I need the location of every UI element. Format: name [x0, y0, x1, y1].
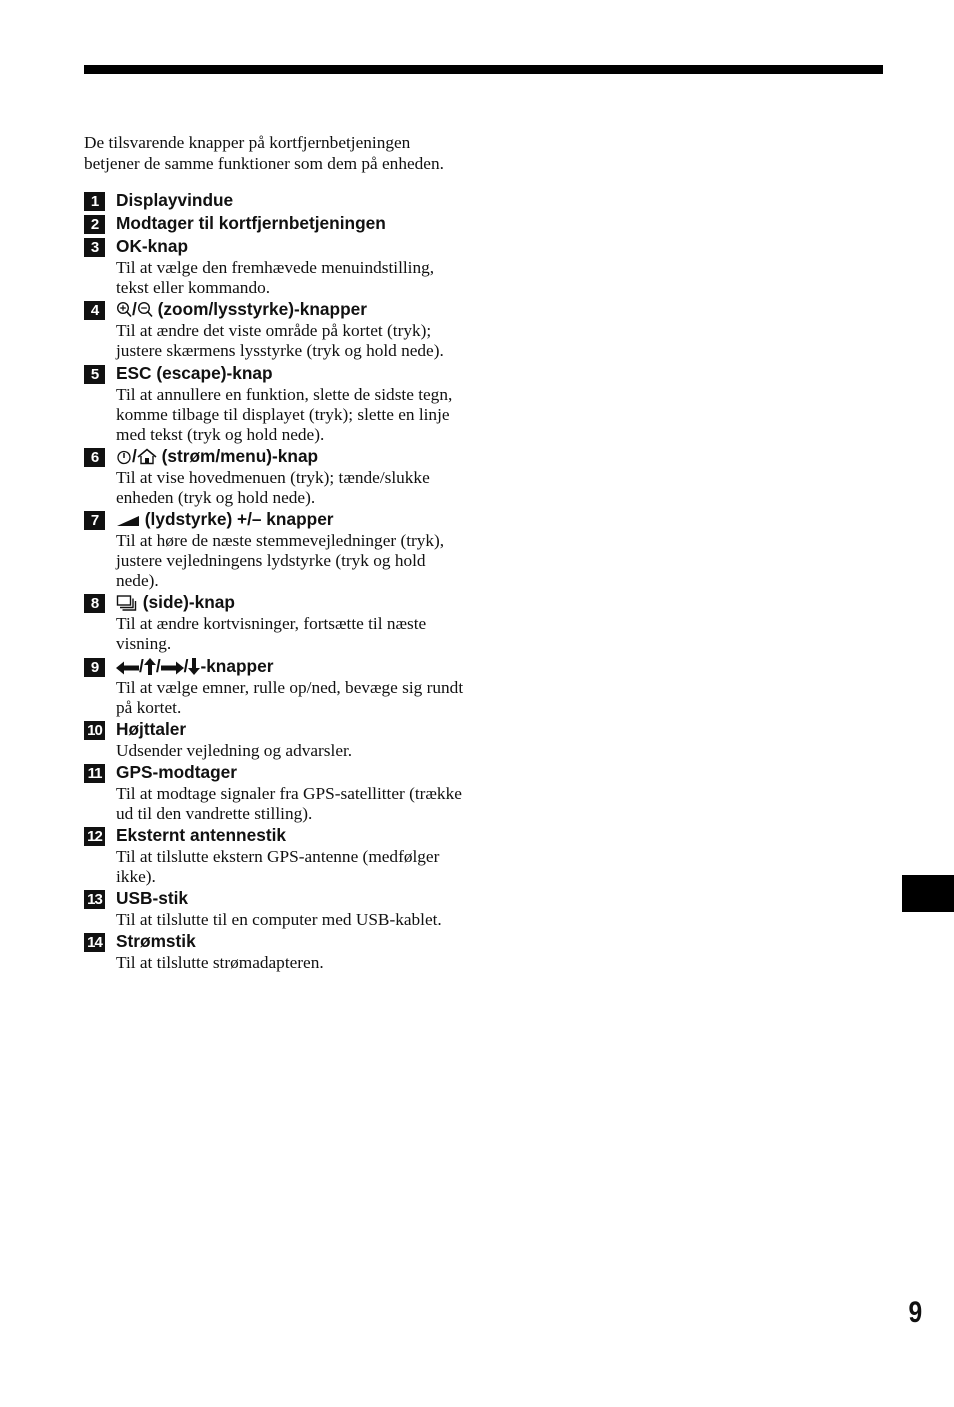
item-number: 2: [84, 215, 105, 234]
item-title: Eksternt antennestik: [116, 824, 286, 845]
item-description: Til at tilslutte til en computer med USB-kablet.: [116, 910, 442, 930]
item-title: (lydstyrke) +/– knapper: [140, 509, 334, 530]
item-10: [84, 718, 464, 761]
item-title: -knapper: [200, 655, 274, 676]
arrow-up-icon: [144, 658, 156, 675]
zoom-in-icon: [116, 301, 132, 318]
item-title: USB-stik: [116, 888, 189, 909]
item-3: [84, 235, 464, 298]
intro-text: De tilsvarende knapper på kortfjernbetjeningen betjener de samme funktioner som dem på enheden.: [84, 133, 444, 173]
arrow-right-icon: [161, 661, 184, 675]
item-description: Til at annullere en funktion, slette de sidste tegn, komme tilbage til displayet (tryk); slette en linje med tekst (tryk og hold nede).: [116, 384, 453, 444]
item-8: [84, 591, 464, 654]
item-number: 10: [84, 721, 105, 740]
arrow-left-icon: [116, 661, 139, 675]
page-number: 9: [908, 1296, 923, 1329]
item-title: (side)-knap: [138, 592, 235, 613]
item-description: Til at vise hovedmenuen (tryk); tænde/slukke enheden (tryk og hold nede).: [116, 467, 430, 507]
item-7: [84, 508, 464, 591]
item-number: 8: [84, 594, 105, 613]
content-column: [84, 133, 464, 973]
item-number: 6: [84, 448, 105, 467]
item-title: Strømstik: [116, 931, 196, 952]
item-number: 7: [84, 511, 105, 530]
item-title: GPS-modtager: [116, 761, 237, 782]
item-description: Til at tilslutte strømadapteren.: [116, 953, 324, 973]
item-title: (strøm/menu)-knap: [156, 445, 319, 466]
arrow-down-icon: [188, 658, 200, 675]
top-rule: [84, 65, 883, 74]
zoom-out-icon: [137, 301, 153, 318]
item-description: Til at ændre det viste område på kortet (tryk); justere skærmens lysstyrke (tryk og hold nede).: [116, 321, 444, 361]
power-icon: [116, 449, 132, 465]
item-title: Højttaler: [116, 718, 187, 739]
page-icon: [116, 594, 138, 611]
item-4: 4 / (zoom/lysstyrke)-knapper Til at ændre det viste område på kortet (tryk); justere skærmens lysstyrke (tryk og hold nede).: [84, 298, 464, 361]
volume-icon: [116, 514, 140, 528]
item-number: 13: [84, 890, 105, 909]
item-number: 11: [84, 764, 105, 783]
item-title: OK-knap: [116, 236, 189, 257]
item-12: [84, 824, 464, 887]
item-description: Til at høre de næste stemmevejledninger (tryk), justere vejledningens lydstyrke (tryk og hold nede).: [116, 531, 445, 591]
item-number: 12: [84, 827, 105, 846]
item-number: 14: [84, 933, 105, 952]
item-description: Til at ændre kortvisninger, fortsætte til næste visning.: [116, 614, 427, 654]
item-description: Til at tilslutte ekstern GPS-antenne (medfølger ikke).: [116, 846, 440, 887]
home-icon: [137, 448, 157, 465]
item-title: Modtager til kortfjernbetjeningen: [116, 213, 386, 234]
item-6: 6 / (strøm/menu)-knap Til at vise hovedmenuen (tryk); tænde/slukke enheden (tryk og hold nede).: [84, 445, 464, 508]
item-description: Udsender vejledning og advarsler.: [116, 740, 353, 760]
item-14: [84, 930, 464, 973]
item-number: 3: [84, 238, 105, 257]
item-1: [84, 189, 464, 212]
item-number: 1: [84, 192, 105, 211]
item-11: [84, 761, 464, 824]
item-description: Til at vælge den fremhævede menuindstilling, tekst eller kommando.: [116, 258, 435, 298]
item-13: [84, 887, 464, 930]
item-number: 5: [84, 365, 105, 384]
item-9: 9 / / / -knapper Til at vælge emner, rulle op/ned, bevæge sig rundt på kortet.: [84, 655, 464, 718]
item-number: 9: [84, 658, 105, 677]
section-tab: [902, 875, 954, 912]
item-description: Til at vælge emner, rulle op/ned, bevæge sig rundt på kortet.: [116, 677, 464, 717]
item-5: [84, 362, 464, 445]
item-title: (zoom/lysstyrke)-knapper: [152, 299, 367, 320]
item-title: Displayvindue: [116, 190, 234, 211]
item-2: [84, 212, 464, 235]
item-description: Til at modtage signaler fra GPS-satellitter (trække ud til den vandrette stilling).: [116, 783, 462, 823]
item-title: ESC (escape)-knap: [116, 362, 273, 383]
item-number: 4: [84, 301, 105, 320]
